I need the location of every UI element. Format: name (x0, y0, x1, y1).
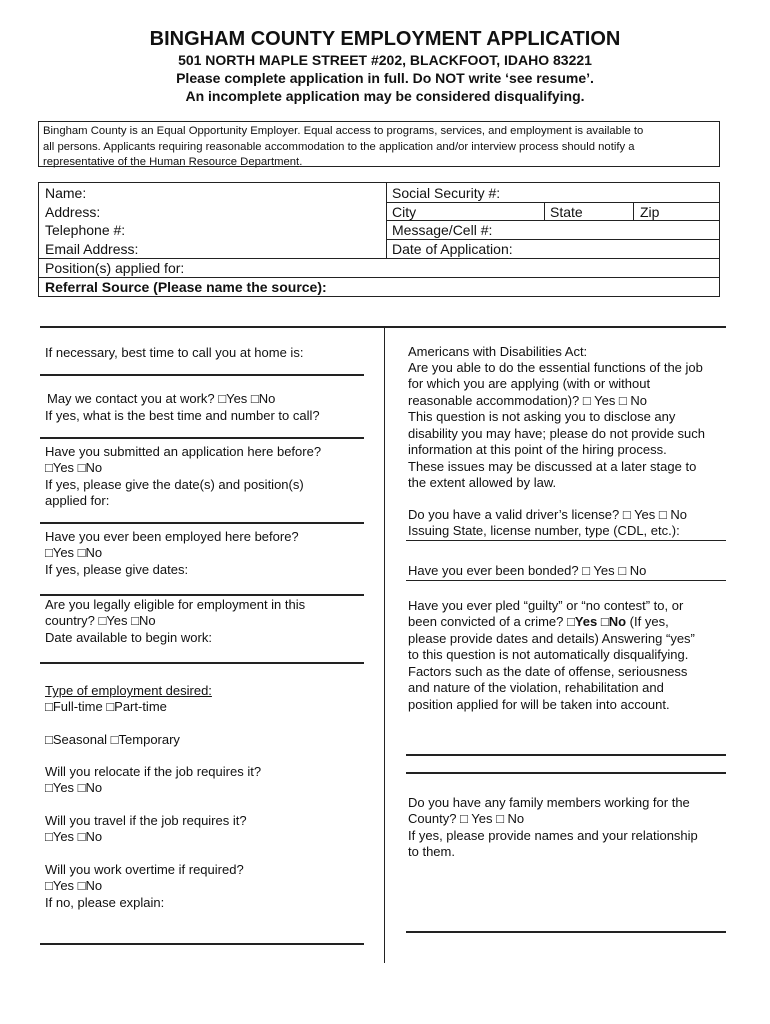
answer-line[interactable] (406, 931, 726, 933)
answer-line[interactable] (40, 943, 364, 945)
contact-work-followup: If yes, what is the best time and number to call? (45, 408, 320, 423)
license-question[interactable]: Do you have a valid driver’s license? □ Yes □ No (408, 507, 687, 522)
conviction-question: Have you ever pled “guilty” or “no contest” to, or (408, 598, 684, 613)
address-field[interactable]: Address: (45, 204, 101, 220)
license-followup: Issuing State, license number, type (CDL, etc.): (408, 523, 680, 538)
submitted-options[interactable]: □Yes □No (45, 460, 103, 475)
telephone-field[interactable]: Telephone #: (45, 222, 126, 238)
employed-followup: If yes, please give dates: (45, 562, 189, 577)
ada-text: This question is not asking you to disclose any (408, 409, 676, 424)
employed-options[interactable]: □Yes □No (45, 545, 103, 560)
employment-type-label: Type of employment desired: (45, 683, 212, 698)
eligible-question[interactable]: country? □Yes □No (45, 613, 156, 628)
best-time-question: If necessary, best time to call you at home is: (45, 345, 304, 360)
date-available-question: Date available to begin work: (45, 630, 212, 645)
eeo-line: all persons. Applicants requiring reasonable accommodation to the application and/or interview process should notify a (43, 140, 635, 153)
employment-type-options[interactable]: □Seasonal □Temporary (45, 732, 180, 747)
email-field[interactable]: Email Address: (45, 241, 139, 257)
conviction-text: please provide dates and details) Answering “yes” (408, 631, 695, 646)
submitted-followup: applied for: (45, 493, 110, 508)
overtime-question: Will you work overtime if required? (45, 862, 244, 877)
bonded-question[interactable]: Have you ever been bonded? □ Yes □ No (408, 563, 647, 578)
ada-text: These issues may be discussed at a later stage to (408, 459, 697, 474)
referral-field[interactable]: Referral Source (Please name the source): (45, 279, 327, 295)
position-field[interactable]: Position(s) applied for: (45, 260, 185, 276)
eeo-statement (38, 121, 720, 167)
contact-work-question: May we contact you at work? □Yes □No (47, 391, 276, 406)
answer-line[interactable] (40, 437, 364, 439)
submitted-followup: If yes, please give the date(s) and position(s) (45, 477, 304, 492)
name-field[interactable]: Name: (45, 185, 87, 201)
travel-options[interactable]: □Yes □No (45, 829, 103, 844)
application-date-field[interactable]: Date of Application: (392, 241, 513, 257)
conviction-text: Factors such as the date of offense, seriousness (408, 664, 688, 679)
answer-line[interactable] (40, 594, 364, 596)
conviction-text: to this question is not automatically disqualifying. (408, 647, 689, 662)
answer-line[interactable] (406, 772, 726, 774)
answer-line[interactable] (406, 580, 726, 581)
conviction-text: and nature of the violation, rehabilitation and (408, 680, 664, 695)
zip-field[interactable]: Zip (640, 204, 660, 220)
relocate-options[interactable]: □Yes □No (45, 780, 103, 795)
answer-line[interactable] (40, 522, 364, 524)
answer-line[interactable] (406, 540, 726, 541)
instruction-text: Please complete application in full. Do NOT write ‘see resume’. (176, 70, 594, 86)
family-question: Do you have any family members working for the (408, 795, 690, 810)
answer-line[interactable] (40, 374, 364, 376)
travel-question: Will you travel if the job requires it? (45, 813, 247, 828)
employment-type-options[interactable]: □Full-time □Part-time (45, 699, 167, 714)
relocate-question: Will you relocate if the job requires it? (45, 764, 262, 779)
answer-line[interactable] (406, 754, 726, 756)
ada-title: Americans with Disabilities Act: (408, 344, 588, 359)
form-title: BINGHAM COUNTY EMPLOYMENT APPLICATION (149, 28, 621, 50)
ada-options[interactable]: reasonable accommodation)? □ Yes □ No (408, 393, 648, 408)
employed-before-question: Have you ever been employed here before? (45, 529, 299, 544)
family-followup: If yes, please provide names and your relationship (408, 828, 698, 843)
message-cell-field[interactable]: Message/Cell #: (392, 222, 493, 238)
eeo-line: Bingham County is an Equal Opportunity Employer. Equal access to programs, services, and employment is available to (43, 125, 644, 137)
applicant-info-table (38, 182, 720, 297)
conviction-text: (If yes, (626, 614, 669, 629)
submitted-before-question: Have you submitted an application here before? (45, 444, 322, 459)
section-rule (40, 326, 726, 328)
divider (633, 202, 634, 220)
city-field[interactable]: City (392, 204, 417, 220)
conviction-bold-options: Yes □No (574, 614, 627, 629)
ada-text: disability you may have; please do not provide such (408, 426, 706, 441)
column-divider (384, 327, 385, 963)
ada-text: for which you are applying (with or without (408, 376, 651, 391)
conviction-text: been convicted of a crime? □ (408, 614, 575, 629)
overtime-followup: If no, please explain: (45, 895, 165, 910)
ada-text: information at this point of the hiring process. (408, 442, 667, 457)
eligible-question: Are you legally eligible for employment in this (45, 597, 306, 612)
overtime-options[interactable]: □Yes □No (45, 878, 103, 893)
state-field[interactable]: State (550, 204, 583, 220)
ada-text: the extent allowed by law. (408, 475, 557, 490)
conviction-text: position applied for will be taken into account. (408, 697, 670, 712)
eeo-line: representative of the Human Resource Department. (43, 156, 303, 168)
family-options[interactable]: County? □ Yes □ No (408, 811, 525, 826)
warning-text: An incomplete application may be considered disqualifying. (185, 88, 585, 104)
family-followup: to them. (408, 844, 455, 859)
ssn-field[interactable]: Social Security #: (392, 185, 501, 201)
ada-text: Are you able to do the essential functions of the job (408, 360, 703, 375)
answer-line[interactable] (40, 662, 364, 664)
divider (544, 202, 545, 220)
conviction-options[interactable] (408, 614, 669, 631)
county-address: 501 NORTH MAPLE STREET #202, BLACKFOOT, IDAHO 83221 (178, 52, 592, 68)
